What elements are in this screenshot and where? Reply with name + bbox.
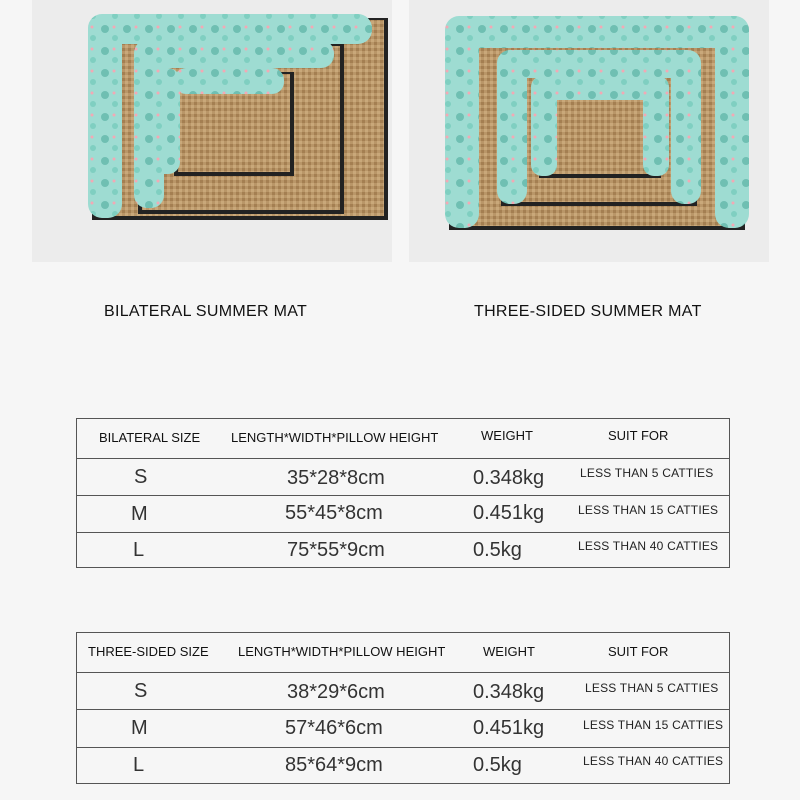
table-row	[77, 533, 729, 567]
table-row	[77, 748, 729, 783]
dimensions-cell: 35*28*8cm	[287, 467, 385, 489]
size-cell: M	[131, 503, 148, 525]
three-sided-caption: THREE-SIDED SUMMER MAT	[474, 303, 702, 320]
header-size: THREE-SIDED SIZE	[88, 644, 209, 659]
suit-for-cell: LESS THAN 40 CATTIES	[578, 539, 719, 553]
three-sided-mat-photo	[409, 0, 769, 262]
suit-for-cell: LESS THAN 5 CATTIES	[585, 681, 719, 695]
header-suit-for: SUIT FOR	[608, 644, 669, 659]
size-cell: L	[133, 754, 145, 776]
table-row	[77, 459, 729, 496]
header-weight: WEIGHT	[483, 644, 535, 659]
header-weight: WEIGHT	[481, 428, 533, 443]
weight-cell: 0.451kg	[473, 502, 545, 524]
dimensions-cell: 85*64*9cm	[285, 754, 383, 776]
table-row	[77, 496, 729, 533]
weight-cell: 0.348kg	[473, 681, 545, 703]
weight-cell: 0.5kg	[473, 539, 522, 561]
header-dimensions: LENGTH*WIDTH*PILLOW HEIGHT	[231, 430, 439, 445]
weight-cell: 0.5kg	[473, 754, 522, 776]
bilateral-caption: BILATERAL SUMMER MAT	[104, 303, 308, 320]
size-cell: S	[134, 680, 148, 702]
table-row	[77, 710, 729, 748]
dimensions-cell: 75*55*9cm	[287, 539, 385, 561]
table-header-row	[77, 633, 729, 673]
dimensions-cell: 57*46*6cm	[285, 717, 383, 739]
bilateral-size-table	[76, 418, 730, 568]
size-cell: L	[133, 539, 145, 561]
table-header-row	[77, 419, 729, 459]
size-cell: M	[131, 717, 148, 739]
dimensions-cell: 55*45*8cm	[285, 502, 383, 524]
dimensions-cell: 38*29*6cm	[287, 681, 385, 703]
size-cell: S	[134, 466, 148, 488]
bilateral-mat-illustration	[32, 0, 392, 262]
suit-for-cell: LESS THAN 40 CATTIES	[583, 754, 724, 768]
table-row	[77, 673, 729, 710]
suit-for-cell: LESS THAN 15 CATTIES	[578, 503, 719, 517]
three-sided-size-table	[76, 632, 730, 784]
suit-for-cell: LESS THAN 5 CATTIES	[580, 466, 714, 480]
three-sided-mat-illustration	[409, 0, 769, 262]
weight-cell: 0.451kg	[473, 717, 545, 739]
header-size: BILATERAL SIZE	[99, 430, 201, 445]
suit-for-cell: LESS THAN 15 CATTIES	[583, 718, 724, 732]
bilateral-mat-photo	[32, 0, 392, 262]
header-suit-for: SUIT FOR	[608, 428, 669, 443]
header-dimensions: LENGTH*WIDTH*PILLOW HEIGHT	[238, 644, 446, 659]
weight-cell: 0.348kg	[473, 467, 545, 489]
